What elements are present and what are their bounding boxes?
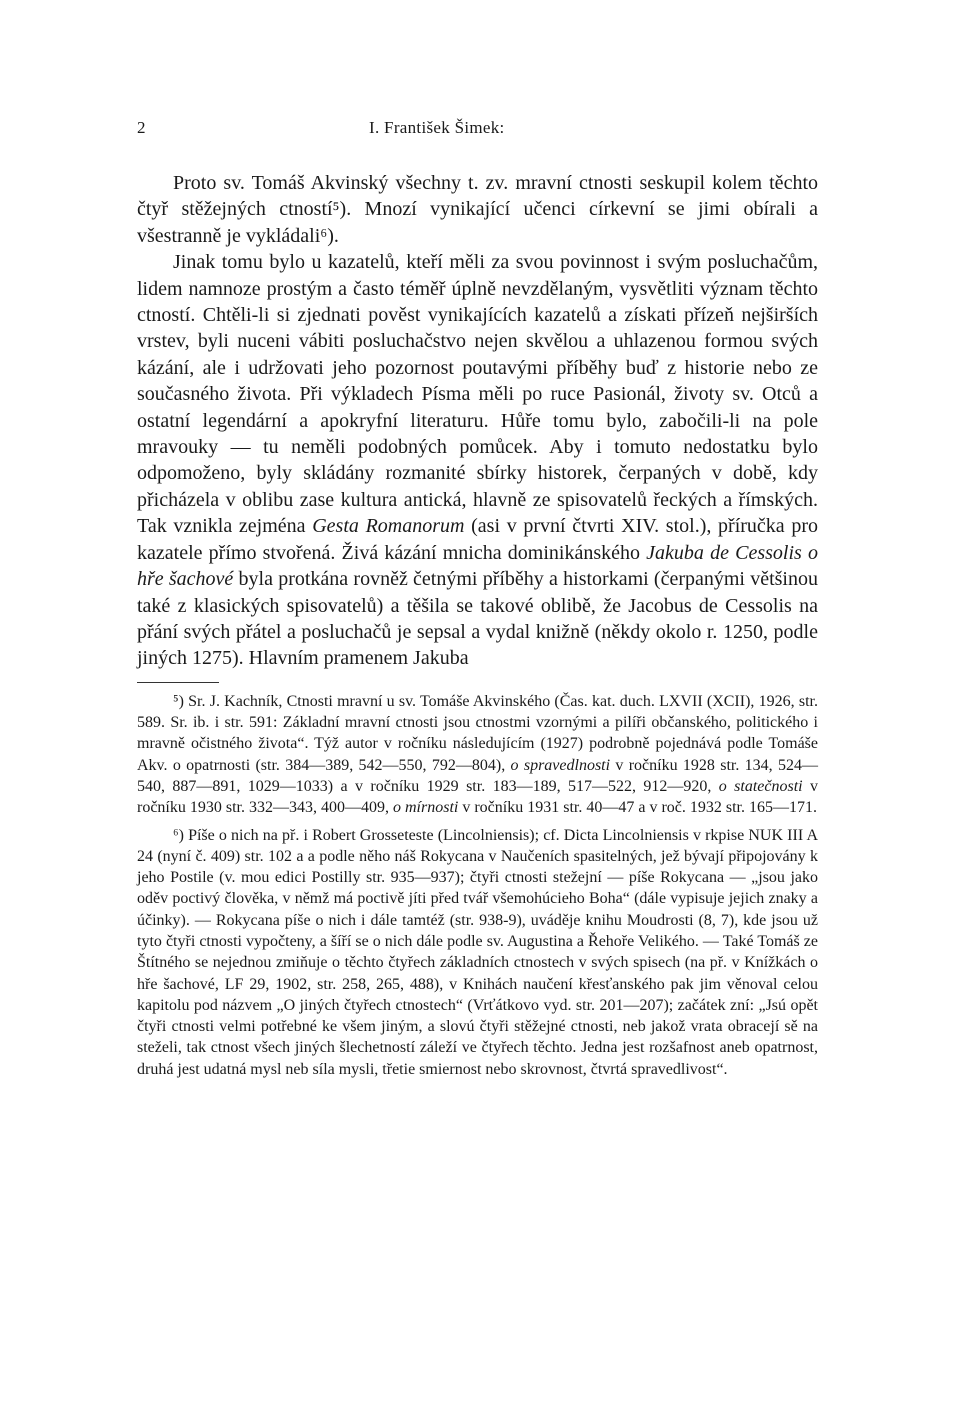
footnote-5-italic-1: o spravedlnosti	[510, 756, 611, 774]
title-gesta-romanorum: Gesta Romanorum	[312, 515, 465, 538]
footnote-5	[137, 691, 818, 819]
document-page	[137, 118, 818, 1086]
footnote-5-text-b: v ročníku 1928 str. 134, 524—540, 887—891, 1029—1033) a v ročníku 1929 str. 183—189, 517—522, 912—920,	[137, 756, 818, 795]
paragraph-2	[137, 249, 818, 672]
title-jakub-de-cessolis: Jakuba de Cessolis o hře šachové	[137, 541, 819, 591]
paragraph-2-text-c: byla protkána rovněž četnými příběhy a historkami (čerpanými většinou také z klasických spisovatelů) a těšila se takové oblibě, že Jacobus de Cessolis na přání svých přátel a posluchačů je sepsal a vydal knižně (někdy okolo r. 1250, podle jiných 1275). Hlavním pramenem Jakuba	[137, 568, 818, 670]
footnotes	[137, 691, 818, 1080]
main-text	[137, 170, 818, 672]
footnote-divider	[137, 682, 219, 683]
paragraph-2-text-a: Jinak tomu bylo u kazatelů, kteří měli za svou povinnost i svým posluchačům, lidem namnoze prostým a často téměř úplně nevzdělaným, vysvětliti význam těchto ctností. Chtěli-li si zjednati pověst vynikajících kazatelů a získati přízeň nejširších vrstev, byli nuceni vábiti posluchačstvo nejen skvělou a uhlazenou formou svých kázání, ale i udržovati jeho pozornost poutavými příběhy buď z historie nebo ze současného života. Při výkladech Písma měli po ruce Pasionál, životy sv. Otců a ostatní legendární a apokryfní literaturu. Hůře tomu bylo, zabočili-li na pole mravouky — tu neměli podobných pomůcek. Aby i tomuto nedostatku bylo odpomoženo, byly skládány rozmanité sbírky historek, čerpaných v době, kdy přicházela v oblibu zase kultura antická, hlavně ze spisovatelů řeckých a římských. Tak vznikla zejména	[137, 251, 818, 538]
page-header	[137, 118, 818, 144]
paragraph-1: Proto sv. Tomáš Akvinský všechny t. zv. mravní ctnosti seskupil kolem těchto čtyř stěžejných ctností⁵). Mnozí vynikající učenci církevní se jimi obírali a všestranně je vykládali⁶).	[137, 172, 818, 247]
footnote-5-italic-2: o statečnosti	[718, 777, 803, 795]
page-number: 2	[137, 118, 146, 137]
footnote-6: ⁶) Píše o nich na př. i Robert Grosseteste (Lincolniensis); cf. Dicta Lincolniensis v rkpise NUK III A 24 (nyní č. 409) str. 102 a a podle něho náš Rokycana v Naučeních spasitelných, jež bývají připojovány k jeho Postile (v. mou edici Postilly str. 935—937); čtyři ctnosti stežejní — píše Rokycana — „jsou jako oděv poctivý člověka, v němž má poctivě jíti před tvář všemohúcieho Boha“ (dále vypisuje jejich znaky a účinky). — Rokycana píše o nich i dále tamtéž (str. 938-9), uváděje knihu Moudrosti (8, 7), kde jsou už tyto čtyři ctnosti vypočteny, a šíří se o nich dále podle sv. Augustina a Řehoře Velikého. — Také Tomáš ze Štítného se nejednou zmiňuje o těchto čtyřech základních ctnostech v svých spisech (na př. v Knížkách o hře šachové, LF 29, 1902, str. 258, 265, 488), v Knihách naučení křesťanského pak jim věnoval celou kapitolu pod názvem „O jiných čtyřech ctnostech“ (Vrťátkovo vyd. str. 201—207); začátek zní: „Jsú opět čtyři ctnosti velmi potřebné ke všem jiným, a slovú čtyři stěžejné ctnosti, neb jakož vrata obracejí sě na steželi, tak ctnost všech jiných šlechetností záleží ve čtyřech těchto. Jedna jest rozšafnost aneb opatrnost, druhá jest udatná mysl neb síla mysli, třetie smiernost nebo skrovnost, čtvrtá spravedlivost“.	[137, 826, 818, 1078]
paragraph-2-text-b: (asi v první čtvrti XIV. stol.), příručka pro kazatele přímo stvořená. Živá kázání mnicha dominikánského	[137, 515, 819, 564]
footnote-5-text-c: v ročníku 1930 str. 332—343, 400—409,	[137, 777, 819, 817]
footnote-5-italic-3: o mírnosti	[393, 799, 459, 817]
running-head: I. František Šimek:	[369, 118, 505, 137]
footnote-5-text-a: ⁵) Sr. J. Kachník, Ctnosti mravní u sv. Tomáše Akvinského (Čas. kat. duch. LXVII (XCII), 1926, str. 589. Sr. ib. i str. 591: Základní mravní ctnosti jsou ctnostmi vzornými a pilíři občanského, politického i mravně očistného života“. Týž autor v ročníku následujícím (1927) podrobně pojednává podle Tomáše Akv. o opatrnosti (str. 384—389, 542—550, 792—804),	[137, 692, 818, 774]
footnote-5-text-d: v ročníku 1931 str. 40—47 a v roč. 1932 str. 165—171.	[458, 799, 817, 817]
